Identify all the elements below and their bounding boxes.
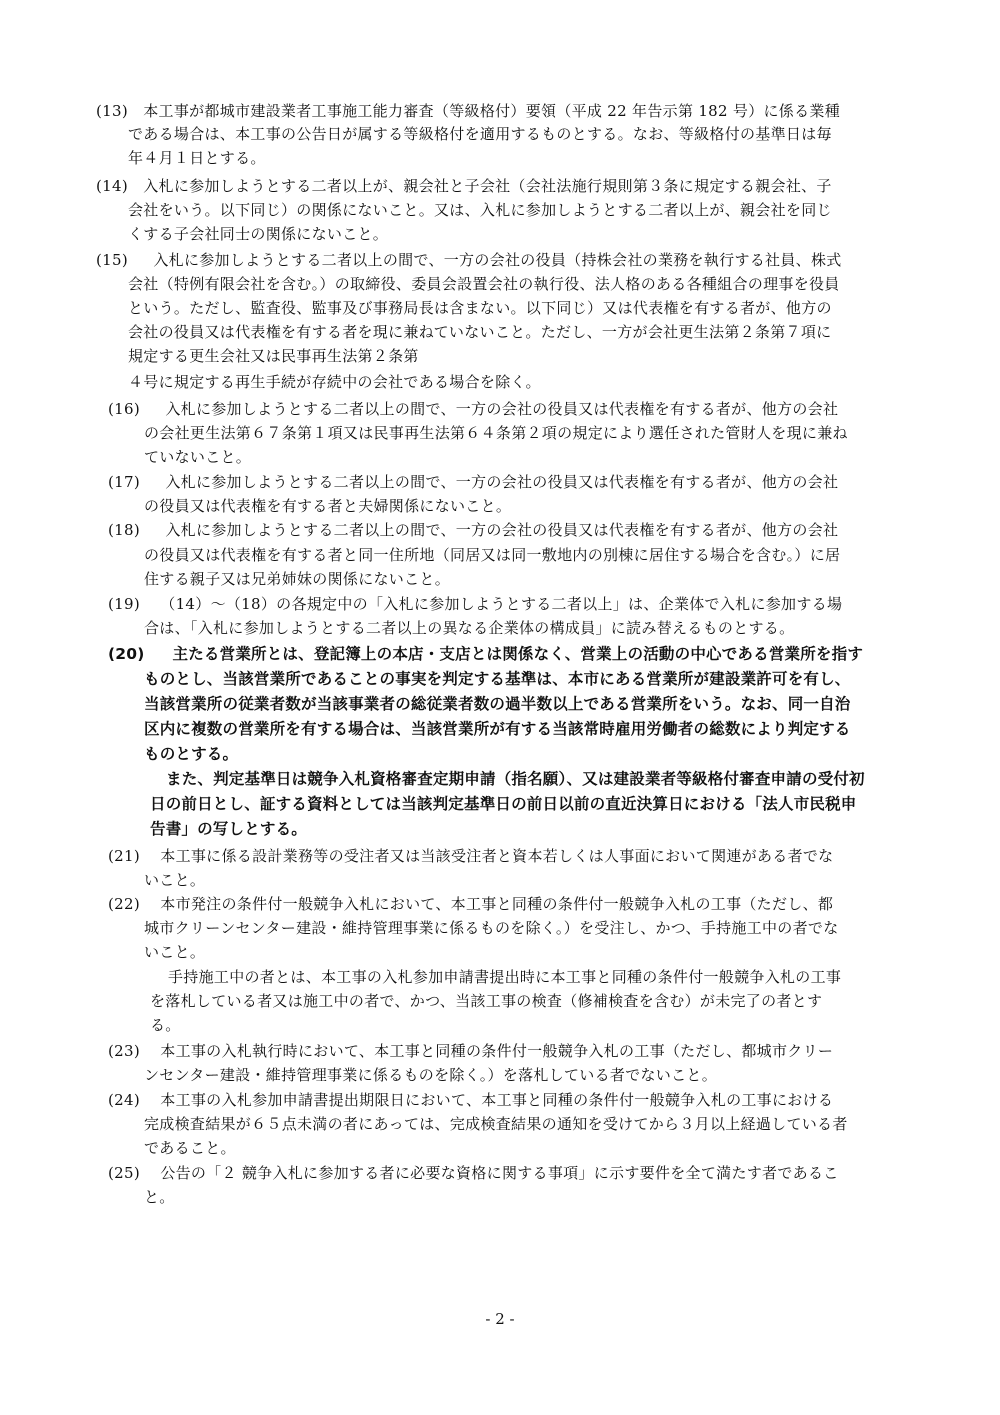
- item-13-line-1: (13) 本工事が都城市建設業者工事施工能力審査（等級格付）要領（平成 22 年告示第 182 号）に係る業種: [96, 102, 841, 120]
- item-17-line-1: (17) 入札に参加しようとする二者以上の間で、一方の会社の役員又は代表権を有する者が、他方の会社: [108, 473, 839, 491]
- item-21-line-1: (21) 本工事に係る設計業務等の受注者又は当該受注者と資本若しくは人事面において関連がある者でな: [108, 847, 834, 865]
- item-14-line-1: (14) 入札に参加しようとする二者以上が、親会社と子会社（会社法施行規則第３条に規定する親会社、子: [96, 177, 832, 195]
- item-20-line-4: 区内に複数の営業所を有する場合は、当該営業所が有する当該常時雇用労働者の総数により判定する: [144, 720, 851, 738]
- item-14-line-3: くする子会社同士の関係にないこと。: [128, 225, 389, 243]
- item-15-line-3: という。ただし、監査役、監事及び事務局長は含まない。以下同じ）又は代表権を有する者が、他方の: [128, 299, 832, 317]
- item-number: (17): [108, 473, 140, 491]
- item-19-line-2: 合は、「入札に参加しようとする二者以上の異なる企業体の構成員」に読み替えるものとする。: [144, 619, 795, 637]
- item-13-line-2: である場合は、本工事の公告日が属する等級格付を適用するものとする。なお、等級格付の基準日は毎: [128, 125, 832, 143]
- item-15-line-2: 会社（特例有限会社を含む。）の取締役、委員会設置会社の執行役、法人格のある各種組合の理事を役員: [128, 275, 840, 293]
- item-24-line-3: であること。: [144, 1139, 236, 1157]
- item-20-line-5: ものとする。: [144, 745, 239, 763]
- item-13-line-3: 年４月１日とする。: [128, 149, 266, 167]
- item-23-line-1: (23) 本工事の入札執行時において、本工事と同種の条件付一般競争入札の工事（ただし、都城市クリー: [108, 1042, 834, 1060]
- page-number: - 2 -: [485, 1310, 515, 1328]
- item-20-line-2: ものとし、当該営業所であることの事実を判定する基準は、本市にある営業所が建設業許可を有し、: [144, 670, 851, 688]
- item-21-line-2: いこと。: [144, 871, 206, 889]
- item-22-line-4: 手持施工中の者とは、本工事の入札参加申請書提出時に本工事と同種の条件付一般競争入札の工事: [168, 968, 842, 986]
- item-16-line-3: ていないこと。: [144, 448, 252, 466]
- item-18-line-1: (18) 入札に参加しようとする二者以上の間で、一方の会社の役員又は代表権を有する者が、他方の会社: [108, 521, 839, 539]
- item-17-line-2: の役員又は代表権を有する者と夫婦関係にないこと。: [144, 497, 512, 515]
- item-22-line-2: 城市クリーンセンター建設・維持管理事業に係るものを除く。）を受注し、かつ、手持施工中の者でな: [144, 919, 839, 937]
- item-23-line-2: ンセンター建設・維持管理事業に係るものを除く。）を落札している者でないこと。: [144, 1066, 718, 1084]
- item-number: (19): [108, 595, 140, 613]
- item-number: (23): [108, 1042, 140, 1060]
- item-20-line-7: 日の前日とし、証する資料としては当該判定基準日の前日以前の直近決算日における「法人市民税申: [150, 795, 857, 813]
- item-15-line-5: 規定する更生会社又は民事再生法第２条第: [128, 347, 419, 365]
- item-number: (13): [96, 102, 128, 120]
- item-22-line-6: る。: [150, 1016, 181, 1034]
- item-number: (16): [108, 400, 140, 418]
- item-22-line-5: を落札している者又は施工中の者で、かつ、当該工事の検査（修補検査を含む）が未完了の者とす: [150, 992, 823, 1010]
- item-number: (18): [108, 521, 140, 539]
- item-number: (20): [108, 645, 145, 663]
- item-15-line-4: 会社の役員又は代表権を有する者を現に兼ねていないこと。ただし、一方が会社更生法第２条第７項に: [128, 323, 832, 341]
- item-number: (24): [108, 1091, 140, 1109]
- item-18-line-2: の役員又は代表権を有する者と同一住所地（同居又は同一敷地内の別棟に居住する場合を含む。）に居: [144, 546, 841, 564]
- item-20-line-1: (20) 主たる営業所とは、登記簿上の本店・支店とは関係なく、営業上の活動の中心である営業所を指す: [108, 645, 864, 663]
- item-number: (21): [108, 847, 140, 865]
- item-number: (25): [108, 1164, 140, 1182]
- item-24-line-2: 完成検査結果が６５点未満の者にあっては、完成検査結果の通知を受けてから３月以上経過している者: [144, 1115, 848, 1133]
- item-22-line-1: (22) 本市発注の条件付一般競争入札において、本工事と同種の条件付一般競争入札の工事（ただし、都: [108, 895, 834, 913]
- item-25-line-2: と。: [144, 1188, 175, 1206]
- item-number: (22): [108, 895, 140, 913]
- item-15-line-6: ４号に規定する再生手続が存続中の会社である場合を除く。: [128, 373, 541, 391]
- item-14-line-2: 会社をいう。以下同じ）の関係にないこと。又は、入札に参加しようとする二者以上が、親会社を同じ: [128, 201, 832, 219]
- item-number: (14): [96, 177, 128, 195]
- item-20-line-3: 当該営業所の従業者数が当該事業者の総従業者数の過半数以上である営業所をいう。なお、同一自治: [144, 695, 851, 713]
- item-25-line-1: (25) 公告の「２ 競争入札に参加する者に必要な資格に関する事項」に示す要件を全て満たす者であるこ: [108, 1164, 839, 1182]
- item-number: (15): [96, 251, 128, 269]
- item-20-line-8: 告書」の写しとする。: [150, 820, 308, 838]
- item-19-line-1: (19) （14）～（18）の各規定中の「入札に参加しようとする二者以上」は、企業体で入札に参加する場: [108, 595, 843, 613]
- item-16-line-2: の会社更生法第６７条第１項又は民事再生法第６４条第２項の規定により選任された管財人を現に兼ね: [144, 424, 848, 442]
- item-18-line-3: 住する親子又は兄弟姉妹の関係にないこと。: [144, 570, 451, 588]
- item-24-line-1: (24) 本工事の入札参加申請書提出期限日において、本工事と同種の条件付一般競争入札の工事における: [108, 1091, 834, 1109]
- item-22-line-3: いこと。: [144, 943, 206, 961]
- item-15-line-1: (15) 入札に参加しようとする二者以上の間で、一方の会社の役員（持株会社の業務を執行する社員、株式: [96, 251, 842, 269]
- item-16-line-1: (16) 入札に参加しようとする二者以上の間で、一方の会社の役員又は代表権を有する者が、他方の会社: [108, 400, 839, 418]
- item-20-line-6: また、判定基準日は競争入札資格審査定期申請（指名願）、又は建設業者等級格付審査申請の受付初: [166, 770, 865, 788]
